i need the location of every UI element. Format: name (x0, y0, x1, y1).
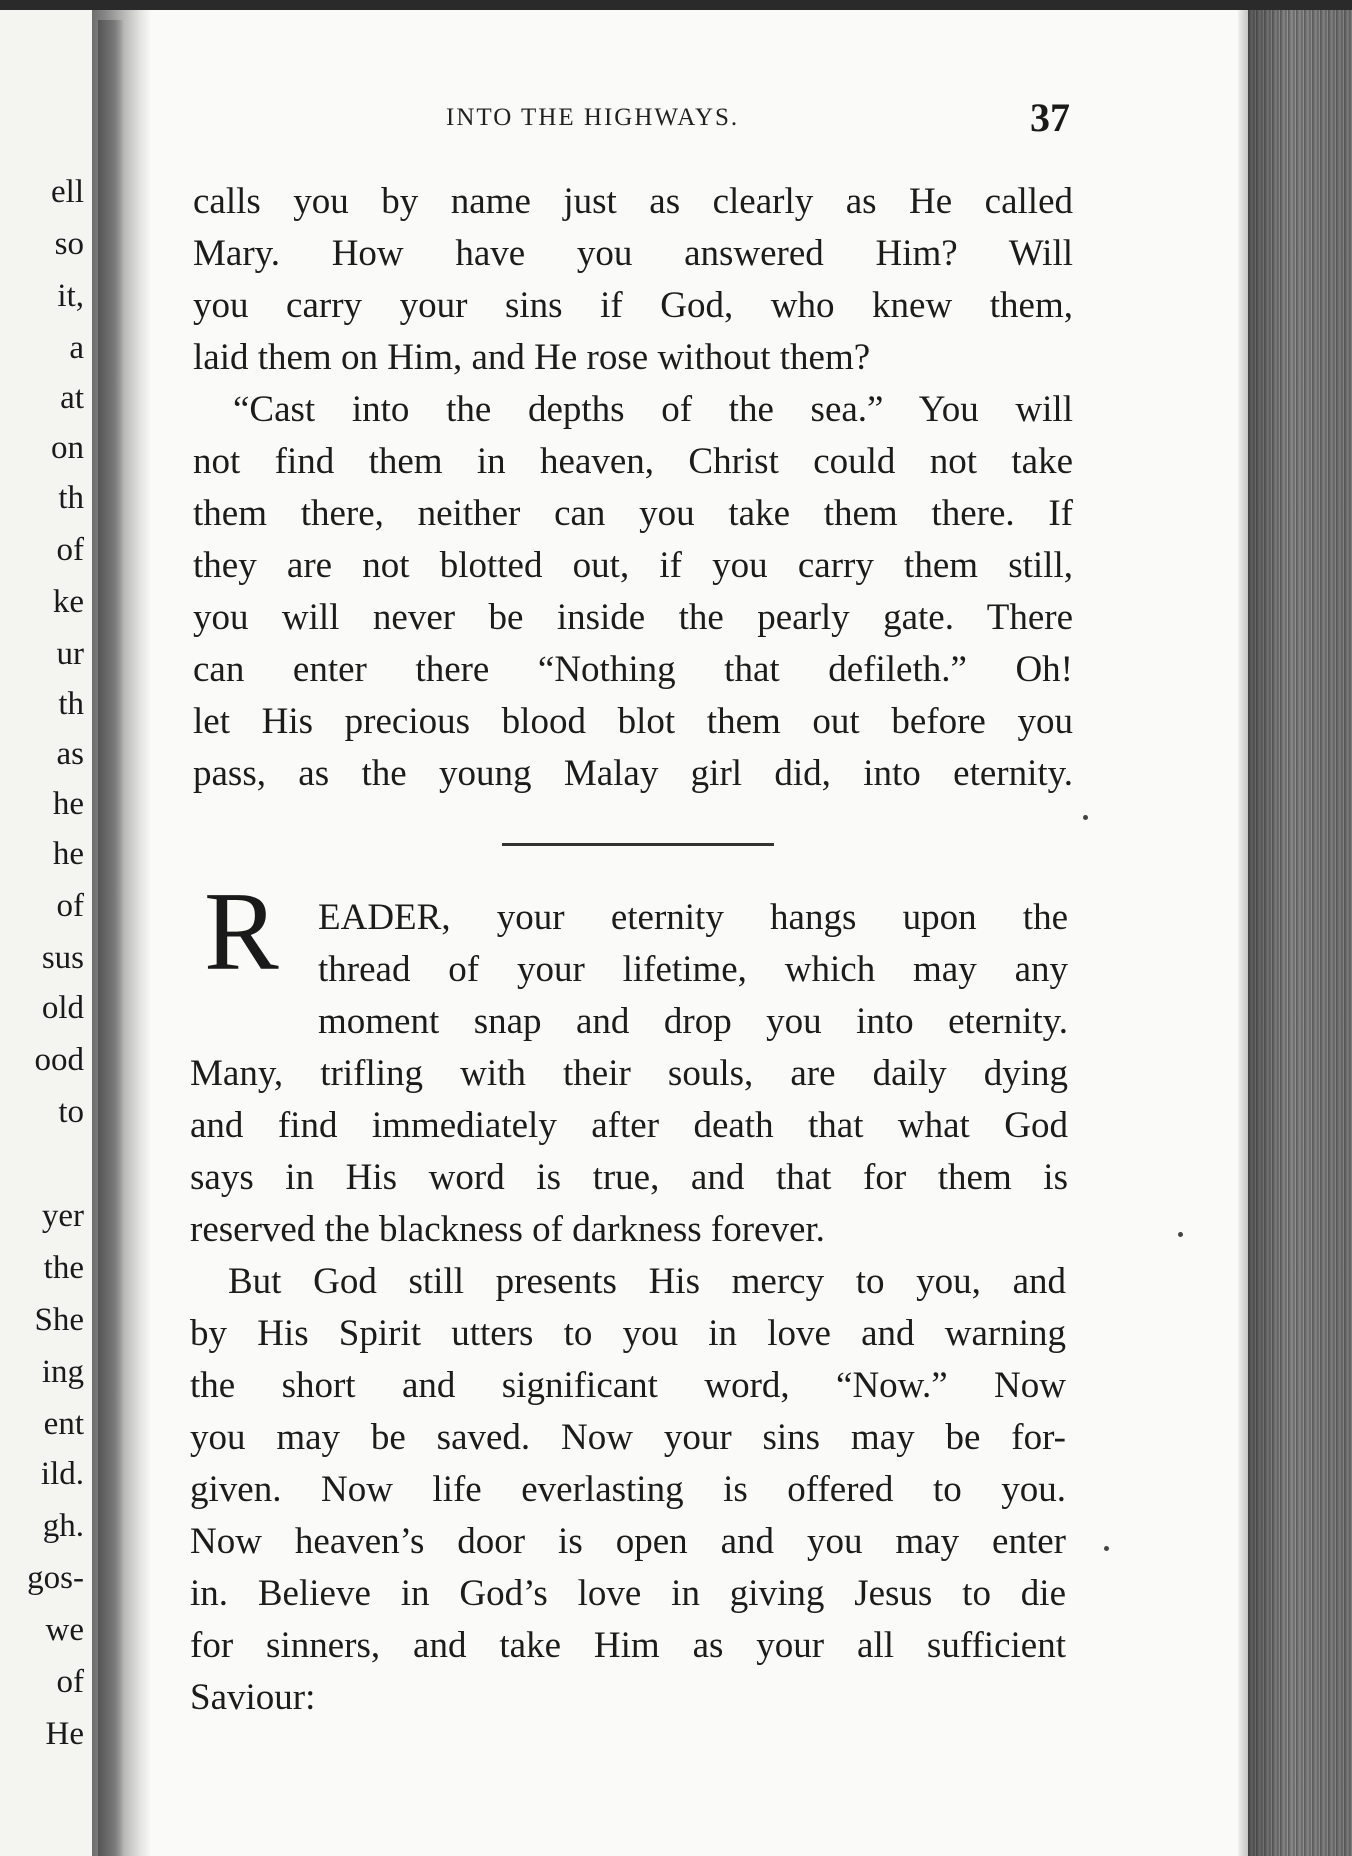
text-line: and find immediately after death that what God (190, 1105, 1068, 1146)
left-fragment: ood (34, 1042, 84, 1078)
left-fragment: at (60, 380, 84, 416)
left-fragment: She (34, 1302, 84, 1338)
text-line: let His precious blood blot them out before you (193, 701, 1073, 742)
left-fragment: ur (56, 636, 84, 672)
text-line: moment snap and drop you into eternity. (318, 1001, 1068, 1042)
section-divider (502, 843, 774, 846)
text-line: given. Now life everlasting is offered to you. (190, 1469, 1066, 1510)
text-line: Many, trifling with their souls, are daily dying (190, 1053, 1068, 1094)
gutter-shadow (98, 20, 124, 1856)
left-fragment: gh. (42, 1508, 84, 1544)
page-number: 37 (1030, 95, 1070, 140)
left-fragment: sus (41, 940, 84, 976)
left-fragment: it, (57, 278, 84, 314)
left-fragment: so (54, 226, 84, 262)
left-fragment: th (58, 480, 84, 516)
left-fragment: th (58, 686, 84, 722)
text-line: you carry your sins if God, who knew them, (193, 285, 1073, 326)
scanner-top-edge (0, 0, 1352, 10)
left-fragment: ke (52, 584, 84, 620)
text-line: “Cast into the depths of the sea.” You will (233, 389, 1073, 430)
left-fragment: we (45, 1612, 84, 1648)
text-line: Now heaven’s door is open and you may enter (190, 1521, 1066, 1562)
left-fragment: as (56, 736, 84, 772)
text-line: by His Spirit utters to you in love and warning (190, 1313, 1066, 1354)
text-line: thread of your lifetime, which may any (318, 949, 1068, 990)
text-line: Mary. How have you answered Him? Will (193, 233, 1073, 274)
text-line: can enter there “Nothing that defileth.” Oh! (193, 649, 1073, 690)
left-fragment: of (56, 532, 84, 568)
page-block-shade (1248, 10, 1352, 1856)
drop-cap: R (204, 870, 279, 994)
left-fragment: yer (41, 1198, 84, 1234)
text-line: EADER, your eternity hangs upon the (318, 897, 1068, 938)
left-fragment: ell (51, 174, 84, 210)
left-fragment: He (45, 1716, 84, 1752)
text-line: them there, neither can you take them there. If (193, 493, 1073, 534)
text-line: calls you by name just as clearly as He called (193, 181, 1073, 222)
text-line: they are not blotted out, if you carry them still, (193, 545, 1073, 586)
dust-speck (1178, 1232, 1183, 1237)
running-head: INTO THE HIGHWAYS. (446, 104, 740, 131)
text-line: in. Believe in God’s love in giving Jesus to die (190, 1573, 1066, 1614)
left-fragment: old (41, 990, 84, 1026)
text-line: pass, as the young Malay girl did, into eternity. (193, 753, 1073, 794)
text-line: laid them on Him, and He rose without them? (193, 337, 871, 378)
text-line: says in His word is true, and that for them is (190, 1157, 1068, 1198)
text-line: you may be saved. Now your sins may be for- (190, 1417, 1066, 1458)
left-fragment: gos- (27, 1560, 84, 1596)
left-fragment: a (69, 330, 84, 366)
text-line: for sinners, and take Him as your all sufficient (190, 1625, 1066, 1666)
text-line: But God still presents His mercy to you, and (228, 1261, 1066, 1302)
text-line: reserved the blackness of darkness forever. (190, 1209, 825, 1250)
left-fragment: ent (43, 1406, 84, 1442)
text-line: you will never be inside the pearly gate. There (193, 597, 1073, 638)
text-line: Saviour: (190, 1677, 316, 1718)
left-fragment: of (56, 888, 84, 924)
left-fragment: ing (41, 1354, 84, 1390)
text-line: the short and significant word, “Now.” Now (190, 1365, 1066, 1406)
dust-speck (1083, 815, 1088, 820)
dust-speck (1104, 1546, 1109, 1551)
left-fragment: he (52, 786, 84, 822)
left-fragment: to (58, 1094, 84, 1130)
left-fragment: the (43, 1250, 84, 1286)
left-page-strip (0, 10, 92, 1856)
left-fragment: on (51, 430, 84, 466)
left-fragment: of (56, 1664, 84, 1700)
left-fragment: ild. (40, 1456, 84, 1492)
left-fragment: he (52, 836, 84, 872)
text-line: not find them in heaven, Christ could not take (193, 441, 1073, 482)
